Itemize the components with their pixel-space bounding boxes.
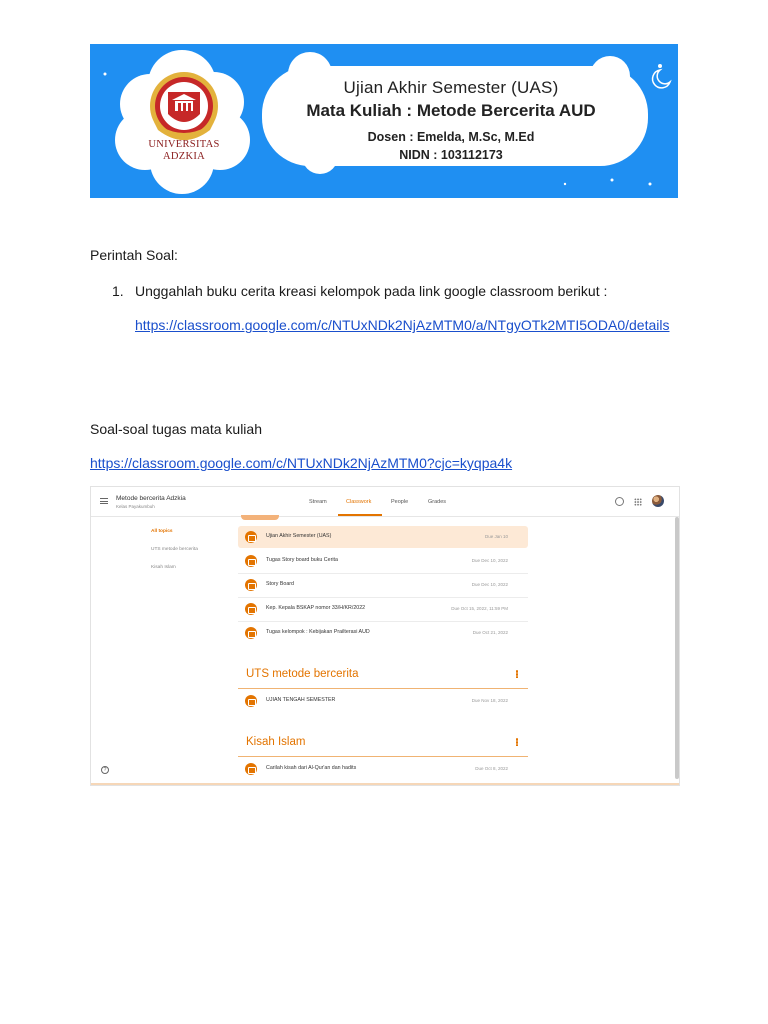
list-item[interactable]: Story Board Due Dec 10, 2022: [238, 574, 528, 596]
create-button-edge: [241, 515, 279, 520]
list-item[interactable]: UJIAN TENGAH SEMESTER Due Nov 18, 2022: [238, 690, 528, 712]
assignment-link[interactable]: https://classroom.google.com/c/NTUxNDk2NjAzMTM0/a/NTgyOTk2MTI5ODA0/details: [135, 317, 670, 333]
list-item[interactable]: Tugas Story board buku Cerita Due Dec 10, 2022: [238, 550, 528, 572]
topic-divider: [238, 688, 528, 689]
classroom-topbar: [91, 487, 680, 517]
sidebar-item-uts[interactable]: UTS metode bercerita: [151, 547, 198, 552]
tasks-label: Soal-soal tugas mata kuliah: [90, 421, 262, 437]
menu-icon[interactable]: [100, 498, 108, 504]
list-item[interactable]: Carilah kisah dari Al-Qur'an dan hadits Due Oct 8, 2022: [238, 758, 528, 780]
instruction-text: Unggahlah buku cerita kreasi kelompok pada link google classroom berikut :: [135, 283, 608, 299]
assignment-icon: [245, 627, 257, 639]
sidebar-item-kisah-islam[interactable]: Kisah Islam: [151, 565, 176, 570]
scrollbar[interactable]: [675, 517, 679, 779]
avatar[interactable]: [652, 495, 664, 507]
assignment-icon: [245, 603, 257, 615]
apps-icon[interactable]: [634, 498, 642, 506]
gear-icon[interactable]: [615, 497, 624, 506]
lecturer-nidn: NIDN : 103112173: [399, 148, 503, 162]
more-options-icon[interactable]: [516, 670, 518, 678]
exam-title: Ujian Akhir Semester (UAS): [343, 78, 559, 97]
list-item[interactable]: Ujian Akhir Semester (UAS) Due Jan 10: [238, 526, 528, 548]
list-item[interactable]: Tugas kelompok : Kebijakan Prailterasi AUD Due Oct 21, 2022: [238, 622, 528, 644]
classroom-screenshot: [90, 486, 680, 786]
list-number: 1.: [112, 283, 124, 299]
university-name: UNIVERSITAS ADZKIA: [148, 139, 220, 162]
assignment-icon: [245, 763, 257, 775]
assignment-icon: [245, 531, 257, 543]
more-options-icon[interactable]: [516, 738, 518, 746]
topic-title-kisah-islam: Kisah Islam: [246, 736, 306, 748]
tab-grades[interactable]: Grades: [428, 499, 447, 505]
instructions-heading: Perintah Soal:: [90, 247, 178, 263]
tab-people[interactable]: People: [391, 499, 409, 505]
lecturer-name: Dosen : Emelda, M.Sc, M.Ed: [367, 130, 535, 144]
classroom-link[interactable]: https://classroom.google.com/c/NTUxNDk2NjAzMTM0?cjc=kyqpa4k: [90, 455, 513, 471]
sidebar-item-all-topics[interactable]: All topics: [151, 529, 173, 534]
class-title: Metode bercerita Adzkia: [116, 495, 186, 502]
course-title: Mata Kuliah : Metode Bercerita AUD: [306, 101, 596, 120]
topic-title-uts: UTS metode bercerita: [246, 668, 359, 680]
active-tab-indicator: [338, 514, 382, 516]
assignment-icon: [245, 555, 257, 567]
topic-divider: [238, 756, 528, 757]
tab-stream[interactable]: Stream: [309, 499, 327, 505]
header-banner: [90, 44, 678, 198]
bottom-accent: [91, 783, 680, 786]
list-item[interactable]: Kep. Kepala BSKAP nomor 33/H/KR/2022 Due Oct 15, 2022, 11:59 PM: [238, 598, 528, 620]
tab-classwork[interactable]: Classwork: [346, 499, 372, 505]
class-subtitle: Kelas Payakumbuh: [116, 504, 155, 509]
help-icon[interactable]: ?: [101, 766, 109, 774]
assignment-icon: [245, 695, 257, 707]
assignment-icon: [245, 579, 257, 591]
